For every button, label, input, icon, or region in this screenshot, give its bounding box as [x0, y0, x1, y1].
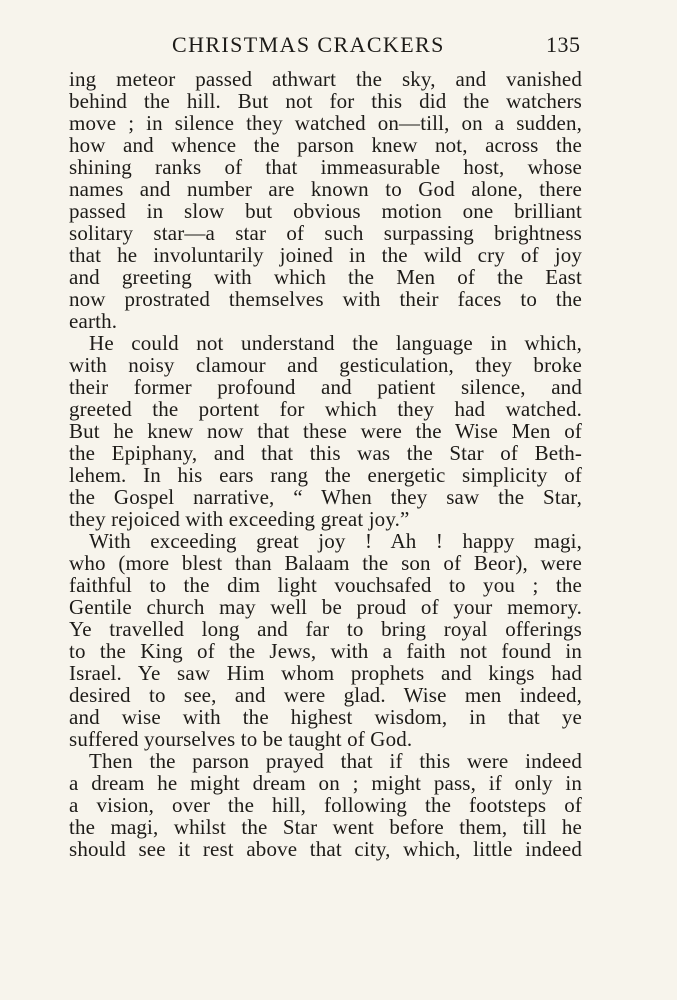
text-line: the magi, whilst the Star went before them, till he: [69, 815, 582, 839]
text-line: greeted the portent for which they had watched.: [69, 397, 582, 421]
text-line: their former profound and patient silence, and: [69, 375, 582, 399]
text-line: Gentile church may well be proud of your memory.: [69, 595, 582, 619]
text-line: lehem. In his ears rang the energetic simplicity of: [69, 463, 582, 487]
text-line: desired to see, and were glad. Wise men indeed,: [69, 683, 582, 707]
text-line: with noisy clamour and gesticulation, they broke: [69, 353, 582, 377]
text-line: that he involuntarily joined in the wild cry of joy: [69, 243, 582, 267]
text-line: behind the hill. But not for this did the watchers: [69, 89, 582, 113]
paragraph: [69, 68, 582, 332]
text-line: suffered yourselves to be taught of God.: [69, 727, 413, 751]
text-line: names and number are known to God alone, there: [69, 177, 582, 201]
text-line: faithful to the dim light vouchsafed to you ; the: [69, 573, 582, 597]
text-line: they rejoiced with exceeding great joy.”: [69, 507, 410, 531]
text-line: shining ranks of that immeasurable host, whose: [69, 155, 582, 179]
text-line: He could not understand the language in which,: [89, 331, 582, 355]
running-head: [0, 30, 677, 60]
text-line: Israel. Ye saw Him whom prophets and kings had: [69, 661, 582, 685]
text-line: should see it rest above that city, which, little indeed: [69, 837, 582, 861]
text-line: move ; in silence they watched on—till, on a sudden,: [69, 111, 582, 135]
running-title: CHRISTMAS CRACKERS: [172, 32, 445, 57]
text-line: passed in slow but obvious motion one brilliant: [69, 199, 582, 223]
text-line: ing meteor passed athwart the sky, and vanished: [69, 67, 582, 91]
text-line: But he knew now that these were the Wise Men of: [69, 419, 582, 443]
text-line: a vision, over the hill, following the footsteps of: [69, 793, 582, 817]
text-line: Ye travelled long and far to bring royal offerings: [69, 617, 582, 641]
text-line: who (more blest than Balaam the son of Beor), were: [69, 551, 582, 575]
text-line: earth.: [69, 309, 118, 333]
text-line: now prostrated themselves with their faces to the: [69, 287, 582, 311]
paragraph: [69, 530, 582, 750]
text-line: Then the parson prayed that if this were indeed: [89, 749, 582, 773]
text-line: a dream he might dream on ; might pass, if only in: [69, 771, 582, 795]
paragraph: [69, 332, 582, 530]
text-line: solitary star—a star of such surpassing brightness: [69, 221, 582, 245]
body-text: [69, 68, 582, 860]
text-line: and greeting with which the Men of the East: [69, 265, 582, 289]
page-number: 135: [546, 32, 581, 57]
text-line: to the King of the Jews, with a faith not found in: [69, 639, 582, 663]
text-line: the Gospel narrative, “ When they saw the Star,: [69, 485, 582, 509]
text-line: the Epiphany, and that this was the Star of Beth-: [69, 441, 582, 465]
text-line: With exceeding great joy ! Ah ! happy magi,: [89, 529, 582, 553]
text-line: and wise with the highest wisdom, in that ye: [69, 705, 582, 729]
paragraph: [69, 750, 582, 860]
text-line: how and whence the parson knew not, across the: [69, 133, 582, 157]
